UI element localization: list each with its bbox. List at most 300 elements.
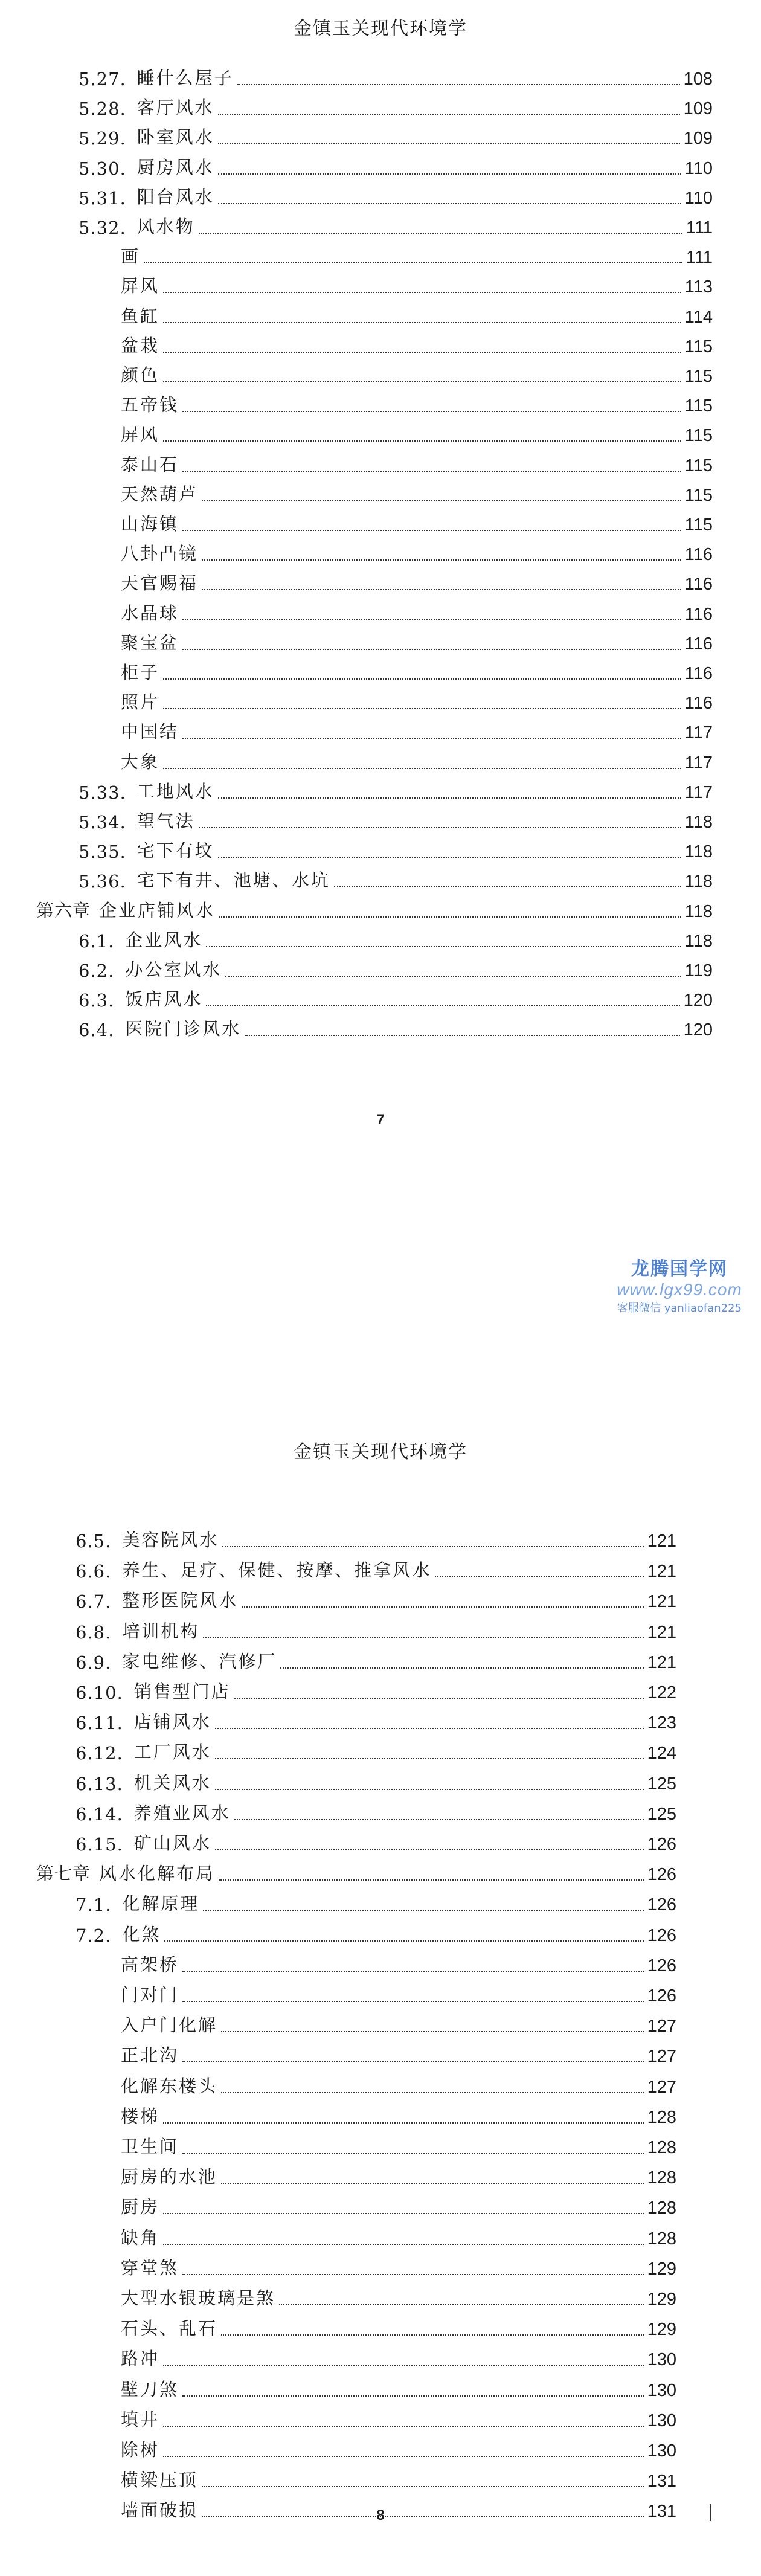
entry-title: 睡什么屋子: [136, 68, 234, 88]
watermark-title: 龙腾国学网: [631, 1258, 728, 1280]
entry-page-number: 121: [647, 1652, 676, 1672]
scan-edge-mark: [710, 2504, 711, 2521]
entry-title: 企业风水: [125, 929, 203, 950]
toc-entry: [121, 630, 713, 654]
entry-title: 化解原理: [122, 1893, 200, 1914]
entry-page-number: 115: [684, 456, 713, 475]
entry-page-number: 126: [647, 1925, 676, 1945]
entry-title: 聚宝盆: [121, 632, 179, 653]
entry-page-number: 126: [647, 1956, 676, 1975]
entry-page-number: 116: [684, 604, 713, 624]
toc-entry: [121, 392, 713, 416]
entry-title: 屏风: [121, 275, 160, 297]
entry-page-number: 115: [684, 485, 713, 505]
dot-leader: [163, 2122, 644, 2124]
dot-leader: [245, 1035, 679, 1036]
dot-leader: [163, 768, 681, 769]
entry-page-number: 113: [684, 277, 713, 297]
entry-page-number: 127: [647, 2047, 676, 2067]
toc-entry: [121, 2134, 676, 2158]
toc-entry: [121, 2104, 676, 2128]
toc-entry: [79, 95, 713, 119]
toc-entry: [75, 1709, 676, 1733]
entry-title: 照片: [121, 692, 160, 713]
dot-leader: [215, 1758, 644, 1759]
entry-title: 销售型门店: [133, 1681, 231, 1702]
dot-leader: [435, 1576, 643, 1577]
entry-number: 5.29.: [79, 128, 126, 149]
toc-entry: [121, 333, 713, 357]
entry-page-number: 120: [683, 991, 713, 1011]
toc-entry: [75, 1831, 676, 1855]
entry-page-number: 126: [647, 1895, 676, 1915]
entry-number: 6.15.: [75, 1834, 123, 1855]
dot-leader: [237, 84, 680, 85]
toc-entry: [121, 2043, 676, 2067]
dot-leader: [182, 1971, 644, 1972]
dot-leader: [163, 708, 681, 709]
toc-entry: [121, 2467, 676, 2491]
entry-number: 第六章: [36, 900, 91, 921]
entry-number: 6.9.: [75, 1652, 112, 1673]
entry-title: 化解东楼头: [121, 2075, 218, 2096]
entry-title: 望气法: [136, 811, 195, 831]
toc-entry: [79, 155, 713, 179]
entry-title: 办公室风水: [125, 959, 222, 980]
toc-entry: [75, 1739, 676, 1763]
entry-page-number: 109: [683, 129, 713, 149]
entry-page-number: 128: [647, 2168, 676, 2188]
entry-page-number: 126: [647, 1865, 676, 1885]
toc-entry: [121, 601, 713, 625]
dot-leader: [199, 233, 682, 234]
toc-entry: [79, 1016, 713, 1040]
entry-number: 6.8.: [75, 1621, 112, 1643]
dot-leader: [182, 471, 681, 472]
dot-leader: [202, 2486, 644, 2487]
entry-page-number: 116: [684, 634, 713, 654]
entry-page-number: 117: [684, 723, 713, 743]
toc-entry: [121, 2225, 676, 2249]
entry-page-number: 127: [647, 2077, 676, 2097]
entry-page-number: 116: [684, 694, 713, 713]
dot-leader: [163, 2426, 644, 2427]
entry-title: 天然葫芦: [121, 483, 199, 504]
entry-title: 矿山风水: [133, 1833, 211, 1853]
toc-entry: [121, 2316, 676, 2340]
entry-title: 泰山石: [121, 454, 179, 475]
dot-leader: [218, 797, 681, 799]
entry-title: 山海镇: [121, 514, 179, 534]
entry-title: 卫生间: [121, 2136, 179, 2157]
entry-page-number: 116: [684, 664, 713, 683]
dot-leader: [163, 2456, 644, 2457]
dot-leader: [163, 2213, 644, 2214]
entry-page-number: 118: [684, 931, 713, 951]
toc-entry: [121, 2194, 676, 2218]
entry-number: 5.28.: [79, 98, 126, 120]
entry-title: 大型水银玻璃是煞: [121, 2288, 276, 2308]
entry-title: 客厅风水: [136, 97, 214, 118]
entry-number: 5.31.: [79, 187, 126, 208]
entry-page-number: 109: [683, 99, 713, 119]
entry-title: 医院门诊风水: [125, 1019, 242, 1040]
entry-page-number: 121: [647, 1592, 676, 1612]
dot-leader: [221, 2334, 644, 2336]
entry-page-number: 124: [647, 1744, 676, 1763]
dot-leader: [182, 530, 681, 531]
toc-entry: [79, 124, 713, 149]
dot-leader: [202, 500, 681, 501]
entry-page-number: 122: [647, 1683, 676, 1702]
dot-leader: [163, 292, 681, 293]
toc-entry: [121, 2407, 676, 2431]
dot-leader: [218, 114, 680, 115]
entry-page-number: 128: [647, 2107, 676, 2127]
entry-title: 养生、足疗、保健、按摩、推拿风水: [122, 1560, 432, 1581]
toc-entry: [75, 1679, 676, 1703]
toc-entry: [75, 1891, 676, 1915]
entry-number: 7.2.: [75, 1925, 112, 1946]
dot-leader: [202, 559, 681, 561]
dot-leader: [182, 619, 681, 620]
toc-entry: [75, 1922, 676, 1946]
entry-page-number: 117: [684, 782, 713, 802]
toc-entry: [121, 243, 713, 268]
toc-entry: [121, 2073, 676, 2098]
entry-number: 6.3.: [79, 990, 115, 1011]
entry-number: 6.4.: [79, 1020, 115, 1041]
entry-title: 正北沟: [121, 2045, 179, 2066]
entry-title: 工厂风水: [133, 1742, 211, 1763]
entry-title: 培训机构: [122, 1620, 200, 1641]
toc-entry: [79, 214, 713, 238]
entry-page-number: 125: [647, 1774, 676, 1794]
dot-leader: [218, 857, 681, 858]
dot-leader: [163, 678, 681, 680]
entry-title: 五帝钱: [121, 394, 179, 416]
entry-number: 5.27.: [79, 69, 126, 89]
entry-number: 6.5.: [75, 1531, 112, 1551]
dot-leader: [242, 1606, 643, 1608]
entry-title: 宅下有井、池塘、水坑: [136, 870, 330, 891]
entry-page-number: 125: [647, 1804, 676, 1824]
entry-page-number: 108: [683, 69, 713, 89]
entry-number: 6.11.: [75, 1713, 123, 1734]
entry-page-number: 131: [647, 2471, 676, 2491]
entry-title: 整形医院风水: [122, 1590, 239, 1611]
dot-leader: [221, 2031, 644, 2032]
toc-entry: [79, 927, 713, 952]
entry-page-number: 119: [684, 961, 713, 980]
entry-title: 美容院风水: [122, 1530, 219, 1550]
dot-leader: [182, 649, 681, 650]
toc-entry: [79, 868, 713, 892]
toc-entry: [121, 660, 713, 684]
entry-number: 5.34.: [79, 812, 126, 832]
entry-page-number: 110: [684, 158, 713, 178]
entry-number: 5.36.: [79, 871, 126, 892]
entry-title: 阳台风水: [136, 186, 214, 207]
entry-page-number: 121: [647, 1562, 676, 1582]
toc-entry: [79, 184, 713, 208]
dot-leader: [334, 886, 681, 887]
dot-leader: [215, 1789, 644, 1790]
entry-title: 墙面破损: [121, 2500, 199, 2521]
entry-page-number: 127: [647, 2017, 676, 2037]
entry-title: 高架桥: [121, 1954, 179, 1975]
dot-leader: [182, 2153, 644, 2154]
entry-page-number: 117: [684, 753, 713, 773]
dot-leader: [199, 827, 681, 828]
entry-title: 宅下有坟: [136, 840, 214, 861]
dot-leader: [225, 976, 681, 977]
toc-entry: [121, 2164, 676, 2188]
entry-title: 机关风水: [133, 1772, 211, 1793]
entry-title: 天官赐福: [121, 573, 199, 594]
entry-number: 6.14.: [75, 1803, 123, 1824]
entry-title: 画: [121, 246, 141, 267]
dot-leader: [144, 262, 682, 263]
entry-title: 工地风水: [136, 781, 214, 802]
entry-page-number: 130: [647, 2380, 676, 2400]
toc-entry: [121, 570, 713, 594]
toc-entry: [75, 1618, 676, 1643]
toc-entry: [79, 65, 713, 89]
dot-leader: [163, 440, 681, 442]
entry-title: 盆栽: [121, 335, 160, 356]
entry-page-number: 116: [684, 545, 713, 565]
toc-entry: [75, 1770, 676, 1794]
entry-title: 店铺风水: [133, 1711, 211, 1733]
entry-page-number: 129: [647, 2320, 676, 2340]
entry-title: 风水物: [136, 216, 195, 237]
dot-leader: [222, 1546, 643, 1547]
toc-entry: [79, 779, 713, 803]
entry-page-number: 111: [686, 218, 713, 237]
dot-leader: [182, 2001, 644, 2002]
toc-entry: [75, 1800, 676, 1824]
toc-entry: [121, 689, 713, 713]
entry-page-number: 120: [683, 1020, 713, 1040]
entry-title: 壁刀煞: [121, 2378, 179, 2400]
entry-page-number: 118: [684, 842, 713, 862]
entry-title: 穿堂煞: [121, 2257, 179, 2278]
dot-leader: [280, 1667, 643, 1669]
entry-page-number: 118: [684, 901, 713, 921]
entry-page-number: 126: [647, 1835, 676, 1854]
dot-leader: [218, 143, 680, 144]
entry-page-number: 115: [684, 515, 713, 535]
entry-number: 6.13.: [75, 1773, 123, 1794]
dot-leader: [218, 203, 681, 204]
entry-title: 缺角: [121, 2227, 160, 2248]
dot-leader: [219, 916, 681, 918]
toc-chapter-entry: [36, 1861, 676, 1885]
toc-entry: [79, 838, 713, 862]
dot-leader: [203, 1637, 643, 1638]
entry-page-number: 130: [647, 2441, 676, 2461]
page-header: 金镇玉关现代环境学: [294, 1441, 467, 1463]
entry-page-number: 115: [684, 367, 713, 386]
toc-entry: [75, 1588, 676, 1612]
entry-page-number: 131: [647, 2502, 676, 2522]
entry-page-number: 126: [647, 1986, 676, 2006]
entry-number: 6.6.: [75, 1561, 112, 1582]
toc-chapter-entry: [36, 898, 713, 922]
toc-entry: [121, 452, 713, 476]
entry-number: 6.7.: [75, 1591, 112, 1612]
toc-entry: [75, 1649, 676, 1673]
dot-leader: [182, 738, 681, 739]
entry-page-number: 111: [686, 248, 713, 268]
toc-entry: [75, 1527, 676, 1551]
entry-page-number: 116: [684, 575, 713, 594]
entry-title: 楼梯: [121, 2105, 160, 2127]
entry-page-number: 110: [684, 188, 713, 208]
dot-leader: [234, 1819, 644, 1820]
entry-title: 卧室风水: [136, 127, 214, 148]
toc-entry: [121, 719, 713, 743]
entry-page-number: 115: [684, 396, 713, 416]
dot-leader: [163, 352, 681, 353]
page-header: 金镇玉关现代环境学: [294, 18, 467, 39]
dot-leader: [215, 1728, 644, 1729]
entry-title: 风水化解布局: [99, 1863, 216, 1884]
entry-number: 6.10.: [75, 1682, 123, 1703]
entry-page-number: 114: [684, 307, 713, 327]
dot-leader: [163, 2244, 644, 2245]
entry-number: 5.35.: [79, 842, 126, 863]
entry-page-number: 128: [647, 2229, 676, 2249]
entry-page-number: 115: [684, 336, 713, 356]
entry-number: 5.30.: [79, 158, 126, 179]
site-watermark: [604, 1254, 755, 1315]
page-number: 8: [376, 2507, 385, 2523]
toc-entry: [121, 2437, 676, 2461]
entry-page-number: 128: [647, 2198, 676, 2218]
dot-leader: [279, 2304, 644, 2305]
dot-leader: [206, 1005, 679, 1006]
entry-title: 水晶球: [121, 602, 179, 623]
entry-title: 化煞: [122, 1924, 161, 1945]
dot-leader: [182, 2274, 644, 2275]
entry-title: 中国结: [121, 721, 179, 742]
toc-entry: [121, 2346, 676, 2370]
entry-title: 厨房风水: [136, 156, 214, 178]
toc-entry: [121, 481, 713, 506]
dot-leader: [221, 2092, 644, 2093]
toc-entry: [121, 511, 713, 535]
dot-leader: [202, 589, 681, 590]
dot-leader: [163, 322, 681, 323]
entry-title: 鱼缸: [121, 305, 160, 326]
entry-title: 大象: [121, 751, 160, 772]
toc-entry: [121, 2377, 676, 2401]
toc-entry: [121, 1982, 676, 2006]
dot-leader: [234, 1698, 644, 1699]
toc-entry: [79, 957, 713, 981]
page-number: 7: [376, 1112, 385, 1128]
entry-title: 养殖业风水: [133, 1802, 231, 1823]
watermark-contact: 客服微信 yanliaofan225: [617, 1302, 742, 1315]
entry-title: 柜子: [121, 662, 160, 683]
toc-page-8: [0, 1347, 761, 2576]
entry-title: 厨房的水池: [121, 2166, 218, 2188]
toc-entry: [121, 541, 713, 565]
watermark-url: www.lgx99.com: [617, 1280, 742, 1299]
toc-entry: [121, 1952, 676, 1976]
entry-number: 6.12.: [75, 1743, 123, 1764]
entry-page-number: 121: [647, 1622, 676, 1642]
toc-entry: [121, 2012, 676, 2037]
entry-title: 填井: [121, 2409, 160, 2430]
entry-title: 八卦凸镜: [121, 543, 199, 564]
entry-title: 入户门化解: [121, 2015, 218, 2036]
toc-entry: [121, 749, 713, 773]
dot-leader: [164, 1940, 643, 1942]
entry-page-number: 118: [684, 872, 713, 892]
toc-entry: [121, 303, 713, 327]
entry-number: 第七章: [36, 1863, 91, 1884]
entry-title: 门对门: [121, 1985, 179, 2005]
toc-entry: [121, 2285, 676, 2310]
entry-title: 饭店风水: [125, 989, 203, 1010]
dot-leader: [182, 2395, 644, 2397]
entry-title: 企业店铺风水: [99, 900, 216, 921]
dot-leader: [203, 1910, 643, 1911]
dot-leader: [182, 411, 681, 412]
toc-page-7: [0, 0, 761, 1202]
toc-entry: [75, 1557, 676, 1582]
dot-leader: [163, 2365, 644, 2366]
entry-page-number: 129: [647, 2259, 676, 2279]
toc-entry: [121, 273, 713, 297]
dot-leader: [206, 946, 681, 947]
entry-page-number: 123: [647, 1713, 676, 1733]
entry-number: 7.1.: [75, 1895, 112, 1916]
entry-page-number: 121: [647, 1531, 676, 1551]
entry-title: 横梁压顶: [121, 2470, 199, 2491]
entry-number: 5.32.: [79, 217, 126, 238]
entry-title: 屏风: [121, 424, 160, 445]
entry-title: 路冲: [121, 2348, 160, 2369]
entry-number: 5.33.: [79, 782, 126, 803]
dot-leader: [182, 2061, 644, 2062]
toc-entry: [121, 422, 713, 446]
entry-page-number: 118: [684, 813, 713, 832]
dot-leader: [218, 173, 681, 175]
entry-page-number: 128: [647, 2138, 676, 2157]
dot-leader: [219, 1879, 644, 1881]
toc-entry: [79, 808, 713, 832]
entry-number: 6.1.: [79, 930, 115, 952]
toc-entry: [79, 987, 713, 1011]
toc-entry: [121, 2255, 676, 2279]
entry-page-number: 129: [647, 2290, 676, 2309]
entry-title: 颜色: [121, 365, 160, 385]
entry-page-number: 115: [684, 426, 713, 446]
toc-entry: [121, 362, 713, 387]
entry-page-number: 130: [647, 2410, 676, 2430]
entry-title: 除树: [121, 2439, 160, 2460]
entry-page-number: 130: [647, 2350, 676, 2370]
dot-leader: [221, 2183, 644, 2184]
entry-title: 家电维修、汽修厂: [122, 1650, 277, 1672]
entry-title: 石头、乱石: [121, 2318, 218, 2339]
entry-title: 厨房: [121, 2197, 160, 2218]
entry-number: 6.2.: [79, 961, 115, 981]
